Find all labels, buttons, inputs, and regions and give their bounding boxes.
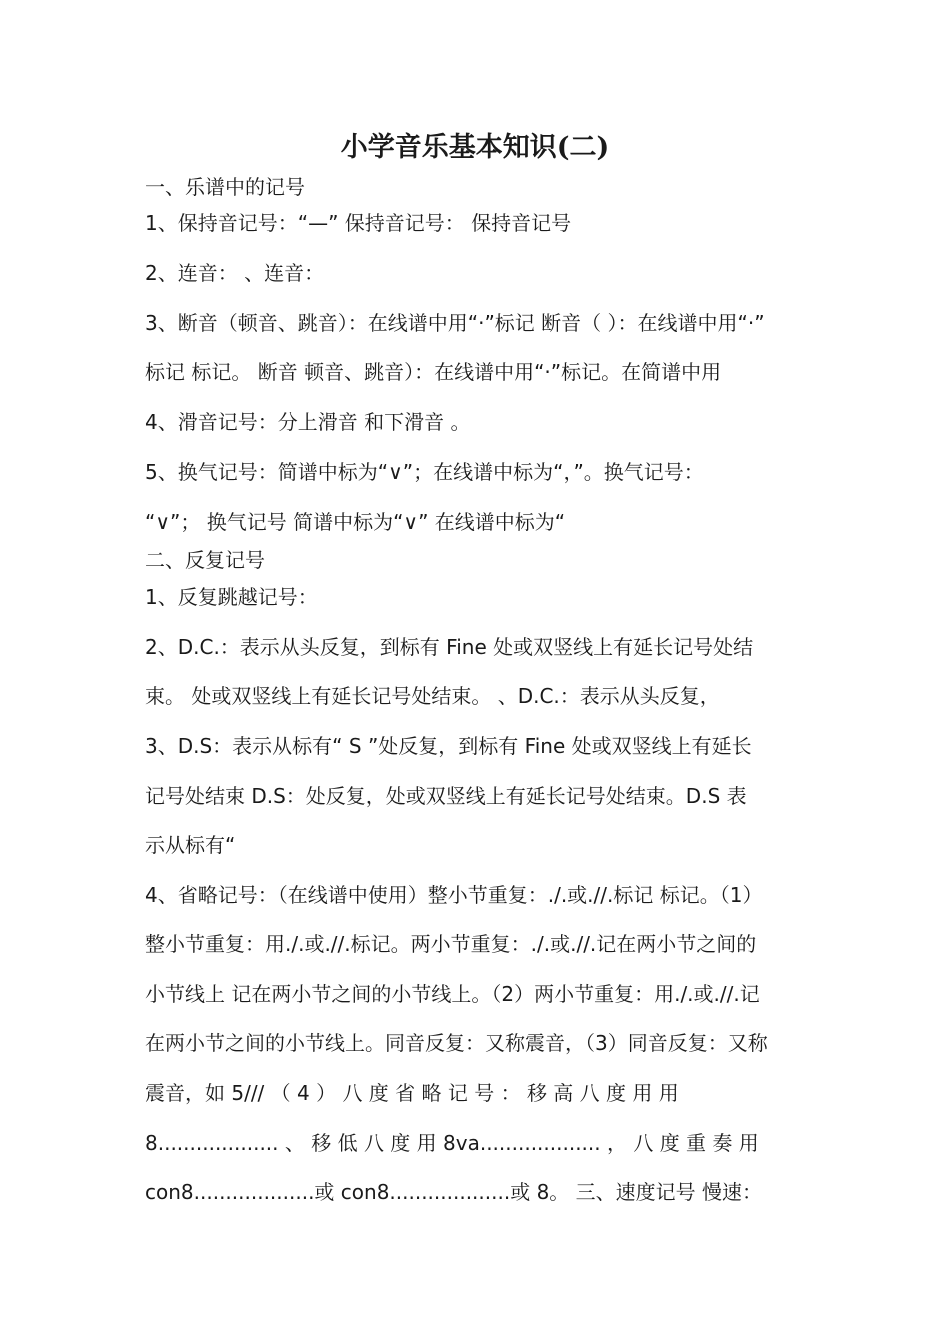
paragraph-line: 2、连音： 、连音： (145, 261, 325, 285)
paragraph-line: 震音，如 5/// （ 4 ） 八 度 省 略 记 号 ： 移 高 八 度 用 用 (145, 1081, 679, 1105)
document-title: 小学音乐基本知识(二) (340, 132, 610, 163)
paragraph-line: “∨”； 换气记号 简谱中标为“∨” 在线谱中标为“ (145, 510, 566, 534)
paragraph-line: 2、D.C.：表示从头反复，到标有 Fine 处或双竖线上有延长记号处结 (145, 635, 754, 659)
paragraph-line: 小节线上 记在两小节之间的小节线上。（2）两小节重复：用./.或.//.记 (145, 982, 760, 1006)
paragraph-line: con8...................或 con8...................或 8。 三、速度记号 慢速： (145, 1180, 763, 1204)
paragraph-line: 4、省略记号：（在线谱中使用）整小节重复：./.或.//.标记 标记。（1） (145, 883, 763, 907)
paragraph-line: 整小节重复：用./.或.//.标记。两小节重复：./.或.//.记在两小节之间的 (145, 932, 757, 956)
section-heading-repeat-symbols: 二、反复记号 (145, 548, 265, 572)
paragraph-line: 束。 处或双竖线上有延长记号处结束。 、D.C.：表示从头反复， (145, 684, 720, 708)
paragraph-line: 标记 标记。 断音 顿音、跳音）：在线谱中用“·”标记。在简谱中用 (145, 360, 722, 384)
paragraph-line: 1、保持音记号：“—” 保持音记号： 保持音记号 (145, 211, 572, 235)
section-heading-notation-symbols: 一、乐谱中的记号 (145, 175, 305, 199)
paragraph-line: 4、滑音记号：分上滑音 和下滑音 。 (145, 410, 471, 434)
paragraph-line: 记号处结束 D.S：处反复，处或双竖线上有延长记号处结束。D.S 表 (145, 784, 747, 808)
paragraph-line: 3、断音（顿音、跳音）：在线谱中用“·”标记 断音（ ）：在线谱中用“·” (145, 311, 765, 335)
paragraph-line: 1、反复跳越记号： (145, 585, 318, 609)
paragraph-line: 5、换气记号：简谱中标为“∨”；在线谱中标为“，”。换气记号： (145, 460, 704, 484)
paragraph-line: 在两小节之间的小节线上。同音反复：又称震音，（3）同音反复：又称 (145, 1031, 768, 1055)
paragraph-line: 8................... 、 移 低 八 度 用 8va................... ， 八 度 重 奏 用 (145, 1131, 759, 1155)
paragraph-line: 示从标有“ (145, 833, 236, 857)
paragraph-line: 3、D.S：表示从标有“ S ”处反复，到标有 Fine 处或双竖线上有延长 (145, 734, 752, 758)
